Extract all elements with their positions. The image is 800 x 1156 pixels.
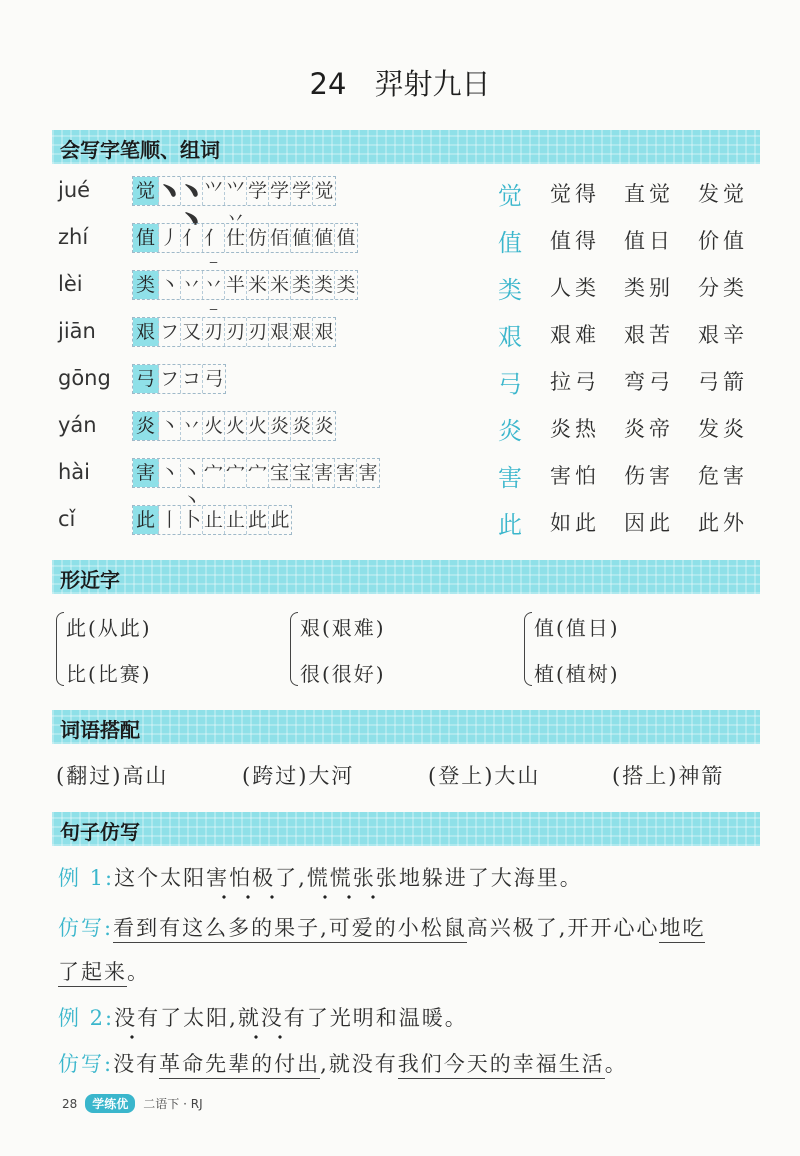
stroke-sequence	[132, 223, 358, 277]
word-item: 觉得	[550, 182, 600, 206]
stroke-step: 学	[247, 177, 269, 205]
answer-text: 看到有这么多的果子,可爱的小松鼠	[113, 916, 467, 943]
similar-char-b: 很(很好)	[300, 662, 386, 686]
stroke-row	[58, 317, 758, 349]
stroke-sequence	[132, 364, 226, 394]
page-footer	[62, 1094, 203, 1113]
target-character: 觉	[498, 182, 522, 210]
word-item: 炎热	[550, 417, 600, 441]
word-item: 炎帝	[624, 417, 674, 441]
word-item: 弯弓	[624, 370, 674, 394]
section-title: 形近字	[60, 568, 120, 592]
collocation-item: (翻过)高山	[56, 764, 169, 788]
stroke-row	[58, 505, 758, 537]
stroke-sequence	[132, 270, 358, 324]
stroke-char: 值	[133, 224, 159, 252]
stroke-step: ﹅﹅	[181, 177, 203, 205]
word-item: 此外	[698, 511, 748, 535]
collocation-item: (搭上)神箭	[612, 764, 725, 788]
example-sentence-1	[58, 862, 583, 892]
pinyin: hài	[58, 460, 91, 484]
similar-char-b: 植(植树)	[534, 662, 620, 686]
imitation-sentence-1-cont	[58, 956, 150, 986]
stroke-step: 半	[225, 271, 247, 299]
pinyin: zhí	[58, 225, 89, 249]
stroke-char: 害	[133, 459, 159, 487]
stroke-step: 刃	[203, 318, 225, 346]
stroke-step: 宝	[291, 459, 313, 487]
stroke-step: 佰	[269, 224, 291, 252]
target-character: 炎	[498, 417, 522, 445]
word-item: 伤害	[624, 464, 674, 488]
imitation-label: 仿写:	[58, 1052, 114, 1076]
stroke-sequence	[132, 411, 336, 441]
target-character: 艰	[498, 323, 522, 351]
stroke-step: 害	[335, 459, 357, 487]
stroke-step: 弓	[204, 368, 224, 390]
stroke-step: 丶	[159, 412, 181, 440]
word-item: 如此	[550, 511, 600, 535]
page-number: 28	[62, 1096, 78, 1111]
pinyin: cǐ	[58, 507, 76, 531]
stroke-step: 仿	[247, 224, 269, 252]
stroke-sequence	[132, 505, 292, 535]
similar-pair	[290, 608, 470, 692]
word-item: 价值	[698, 229, 748, 253]
stroke-step: 值	[336, 227, 356, 249]
stroke-step: 丨	[159, 506, 181, 534]
stroke-step: 米	[247, 271, 269, 299]
stroke-step: 此	[270, 509, 290, 531]
stroke-step: 艰	[314, 321, 334, 343]
grade-label: 二语下 · RJ	[143, 1097, 203, 1111]
stroke-step: 宀	[225, 459, 247, 487]
stroke-step: ⺍	[203, 177, 225, 205]
section-header-collocation	[52, 710, 760, 744]
stroke-step: 学	[269, 177, 291, 205]
stroke-row	[58, 176, 758, 230]
sentence-text: ,	[558, 916, 568, 940]
word-item: 拉弓	[550, 370, 600, 394]
pinyin: gōng	[58, 366, 111, 390]
pinyin: jué	[58, 178, 91, 202]
stroke-step: ⺍丷	[225, 177, 247, 205]
stroke-step: 火	[225, 412, 247, 440]
target-character: 弓	[498, 370, 522, 398]
stroke-step: 卜	[181, 506, 203, 534]
stroke-char: 炎	[133, 412, 159, 440]
stroke-step: 类	[291, 271, 313, 299]
stroke-step: 丶	[159, 271, 181, 299]
stroke-char: 觉	[133, 177, 159, 205]
word-item: 值得	[550, 229, 600, 253]
word-item: 发觉	[698, 182, 748, 206]
section-header-write	[52, 130, 760, 164]
stroke-char: 艰	[133, 318, 159, 346]
sentence-text: 没有	[113, 1052, 160, 1076]
lesson-title	[0, 62, 800, 103]
answer-text: 地吃	[659, 916, 705, 943]
stroke-step: フ	[159, 365, 181, 393]
stroke-step: 米	[269, 271, 291, 299]
section-header-imitation	[52, 812, 760, 846]
stroke-sequence	[132, 317, 336, 347]
sentence-text: 。	[604, 1052, 628, 1076]
word-item: 艰难	[550, 323, 600, 347]
stroke-step: 宀	[203, 459, 225, 487]
word-item: 类别	[624, 276, 674, 300]
section-header-similar	[52, 560, 760, 594]
collocation-item: (跨过)大河	[242, 764, 355, 788]
similar-char-b: 比(比赛)	[66, 662, 152, 686]
stroke-step: 害	[313, 459, 335, 487]
stroke-char: 类	[133, 271, 159, 299]
example-label: 例 1:	[58, 866, 115, 890]
stroke-row	[58, 270, 758, 324]
word-item: 直觉	[624, 182, 674, 206]
brace-icon	[56, 612, 64, 686]
word-item: 发炎	[698, 417, 748, 441]
section-title: 句子仿写	[60, 820, 140, 844]
pinyin: yán	[58, 413, 97, 437]
stroke-step: 火	[247, 412, 269, 440]
stroke-step: 宀	[247, 459, 269, 487]
stroke-step: 此	[247, 506, 269, 534]
stroke-row	[58, 411, 758, 443]
lesson-name: 羿射九日	[374, 67, 491, 101]
stroke-step: 学	[291, 177, 313, 205]
word-item: 分类	[698, 276, 748, 300]
stroke-sequence	[132, 176, 336, 230]
stroke-step: 丷	[181, 271, 203, 299]
emphasis-text: 害怕极了	[206, 866, 299, 890]
brace-icon	[524, 612, 532, 686]
stroke-step: 亻⁻	[203, 224, 225, 252]
stroke-step: 止	[203, 506, 225, 534]
emphasis-text: 没有	[114, 1006, 161, 1030]
stroke-step: 类	[336, 274, 356, 296]
stroke-step: 止	[225, 506, 247, 534]
sentence-text: 高兴极了	[466, 916, 559, 940]
stroke-step: コ	[181, 365, 203, 393]
stroke-step: 丶丶	[181, 459, 203, 487]
target-character: 值	[498, 229, 522, 257]
similar-pair	[56, 608, 236, 692]
stroke-step: 値	[291, 224, 313, 252]
stroke-step: 刃	[225, 318, 247, 346]
stroke-step: 丶	[159, 459, 181, 487]
sentence-text: 开开心心	[567, 916, 660, 940]
word-item: 害怕	[550, 464, 600, 488]
stroke-sequence	[132, 458, 380, 512]
answer-text: 我们今天的幸福生活	[398, 1052, 605, 1079]
sentence-text: 地躲进了大海里。	[398, 866, 583, 890]
word-item: 危害	[698, 464, 748, 488]
sentence-text: 这个太阳	[114, 866, 207, 890]
lesson-number: 24	[309, 67, 347, 101]
sentence-text: ,	[298, 866, 307, 890]
stroke-step: 害	[358, 462, 378, 484]
emphasis-text: 慌慌张张	[306, 866, 399, 890]
word-item: 人类	[550, 276, 600, 300]
stroke-step: 刃	[247, 318, 269, 346]
stroke-step: 丷⁻	[203, 271, 225, 299]
word-item: 艰苦	[624, 323, 674, 347]
similar-char-a: 艰(艰难)	[300, 616, 386, 640]
sentence-text: 就没有	[328, 1052, 398, 1076]
stroke-row	[58, 458, 758, 512]
imitation-label: 仿写:	[58, 916, 114, 940]
word-item: 艰辛	[698, 323, 748, 347]
pinyin: lèi	[58, 272, 83, 296]
pinyin: jiān	[58, 319, 96, 343]
sentence-text: ,	[320, 1052, 329, 1076]
stroke-step: 炎	[291, 412, 313, 440]
stroke-step: 炎	[314, 415, 334, 437]
similar-pair	[524, 608, 704, 692]
collocation-item: (登上)大山	[428, 764, 541, 788]
stroke-step: 火	[203, 412, 225, 440]
target-character: 此	[498, 511, 522, 539]
imitation-sentence-1	[58, 912, 705, 942]
stroke-row	[58, 223, 758, 277]
stroke-char: 此	[133, 506, 159, 534]
word-item: 弓箭	[698, 370, 748, 394]
similar-char-a: 此(从此)	[66, 616, 152, 640]
answer-text: 了起来	[58, 960, 127, 987]
stroke-step: 炎	[269, 412, 291, 440]
imitation-sentence-2	[58, 1048, 628, 1078]
example-sentence-2	[58, 1002, 468, 1032]
sentence-text: 。	[127, 960, 150, 984]
stroke-step: 宝	[269, 459, 291, 487]
stroke-step: 丷	[181, 412, 203, 440]
stroke-step: 觉	[314, 180, 334, 202]
sentence-text: 了太阳,	[160, 1006, 238, 1030]
stroke-step: ﹅	[159, 177, 181, 205]
stroke-step: 类	[313, 271, 335, 299]
emphasis-text: 就没有	[237, 1006, 307, 1030]
brace-icon	[290, 612, 298, 686]
section-title: 词语搭配	[60, 718, 140, 742]
brand-logo: 学练优	[85, 1094, 135, 1113]
example-label: 例 2:	[58, 1006, 115, 1030]
stroke-step: 亻	[181, 224, 203, 252]
sentence-text: 了光明和温暖。	[306, 1006, 468, 1030]
similar-char-a: 值(值日)	[534, 616, 620, 640]
stroke-step: 艰	[291, 318, 313, 346]
stroke-char: 弓	[133, 365, 159, 393]
target-character: 类	[498, 276, 522, 304]
stroke-step: 艰	[269, 318, 291, 346]
word-item: 值日	[624, 229, 674, 253]
target-character: 害	[498, 464, 522, 492]
answer-text: 革命先辈的付出	[159, 1052, 320, 1079]
word-item: 因此	[624, 511, 674, 535]
stroke-step: 丿	[159, 224, 181, 252]
section-title: 会写字笔顺、组词	[60, 138, 220, 162]
stroke-row	[58, 364, 758, 396]
stroke-step: 値	[313, 224, 335, 252]
stroke-step: フ	[159, 318, 181, 346]
stroke-step: 仕	[225, 224, 247, 252]
stroke-step: 又	[181, 318, 203, 346]
